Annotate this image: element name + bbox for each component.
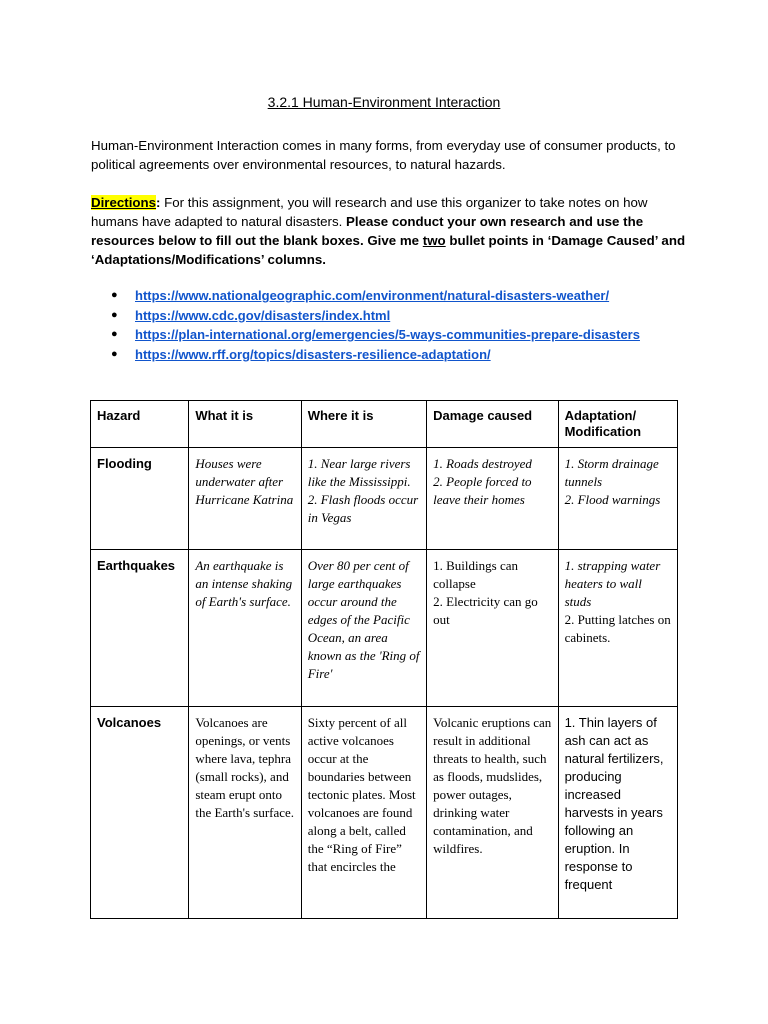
adaptation-cell (558, 448, 677, 550)
bullet-icon: ● (111, 328, 118, 340)
link-plan-international[interactable]: https://plan-international.org/emergencies/5-ways-communities-prepare-disasters (135, 327, 640, 342)
table-header-row (91, 401, 678, 448)
directions-paragraph (91, 193, 691, 269)
list-item (91, 286, 640, 306)
damage-line: 1. Buildings can collapse (433, 558, 518, 591)
damage-cell (427, 550, 558, 707)
directions-bold-text-2: bullet points in ‘Damage Caused’ and ‘Adaptations/Modifications’ columns. (91, 233, 686, 267)
resource-links-list (91, 286, 640, 364)
directions-label: Directions (91, 195, 157, 210)
where-line: 2. Flash floods occur in Vegas (307, 492, 419, 525)
adaptation-line: 2. Putting latches on cabinets. (564, 612, 671, 645)
directions-bold-text: Please conduct your own research and use the resources below to fill out the blank boxes. Give me (91, 214, 644, 248)
bullet-icon: ● (111, 289, 118, 301)
link-rff[interactable]: https://www.rff.org/topics/disasters-resilience-adaptation/ (135, 346, 491, 362)
adaptation-line: 1. strapping water heaters to wall studs (564, 558, 661, 609)
table-row (91, 550, 678, 707)
where-line: 1. Near large rivers like the Mississippi. (307, 456, 411, 489)
what-cell: Houses were underwater after Hurricane Katrina (189, 448, 301, 550)
list-item (91, 325, 640, 345)
what-cell: An earthquake is an intense shaking of Earth's surface. (189, 550, 301, 707)
page-title: 3.2.1 Human-Environment Interaction (267, 94, 501, 110)
hazard-cell: Flooding (91, 448, 189, 550)
what-cell: Volcanoes are openings, or vents where lava, tephra (small rocks), and steam erupt onto the Earth's surface. (189, 707, 301, 919)
damage-line: 2. Electricity can go out (433, 594, 538, 627)
link-cdc[interactable]: https://www.cdc.gov/disasters/index.html (135, 307, 391, 323)
header-adaptation: Adaptation/ Modification (558, 401, 677, 448)
header-where-it-is: Where it is (301, 401, 426, 448)
hazard-cell: Volcanoes (91, 707, 189, 919)
damage-cell (427, 448, 558, 550)
directions-colon: : (156, 195, 161, 210)
where-cell: Over 80 per cent of large earthquakes occur around the edges of the Pacific Ocean, an area known as the 'Ring of Fire' (301, 550, 426, 707)
directions-emphasis: two (422, 233, 446, 248)
hazard-organizer-table (90, 400, 678, 919)
table-row (91, 707, 678, 919)
link-national-geographic[interactable]: https://www.nationalgeographic.com/environment/natural-disasters-weather/ (135, 288, 610, 303)
list-item (91, 345, 640, 365)
damage-line: 1. Roads destroyed (433, 456, 532, 471)
damage-line: 2. People forced to leave their homes (433, 474, 532, 507)
adaptation-line: 2. Flood warnings (564, 492, 661, 507)
list-item (91, 306, 640, 326)
directions-text: For this assignment, you will research and use this organizer to take notes on how humans have adapted to natural disasters. (91, 195, 648, 229)
table-row (91, 448, 678, 550)
bullet-icon: ● (111, 347, 118, 360)
header-damage-caused: Damage caused (427, 401, 558, 448)
adaptation-cell (558, 550, 677, 707)
intro-paragraph: Human-Environment Interaction comes in many forms, from everyday use of consumer products, to political agreements over environmental resources, to natural hazards. (91, 138, 676, 172)
where-cell: Sixty percent of all active volcanoes occur at the boundaries between tectonic plates. Most volcanoes are found along a belt, called the “Ring of Fire” that encircles the (301, 707, 426, 919)
header-what-it-is: What it is (189, 401, 301, 448)
adaptation-cell: 1. Thin layers of ash can act as natural fertilizers, producing increased harvests in years following an eruption. In response to frequent (558, 707, 677, 919)
where-cell (301, 448, 426, 550)
header-hazard: Hazard (91, 401, 189, 448)
bullet-icon: ● (111, 308, 118, 321)
hazard-cell: Earthquakes (91, 550, 189, 707)
adaptation-line: 1. Storm drainage tunnels (564, 456, 659, 489)
damage-cell: Volcanic eruptions can result in additional threats to health, such as floods, mudslides, power outages, drinking water contamination, and wildfires. (427, 707, 558, 919)
